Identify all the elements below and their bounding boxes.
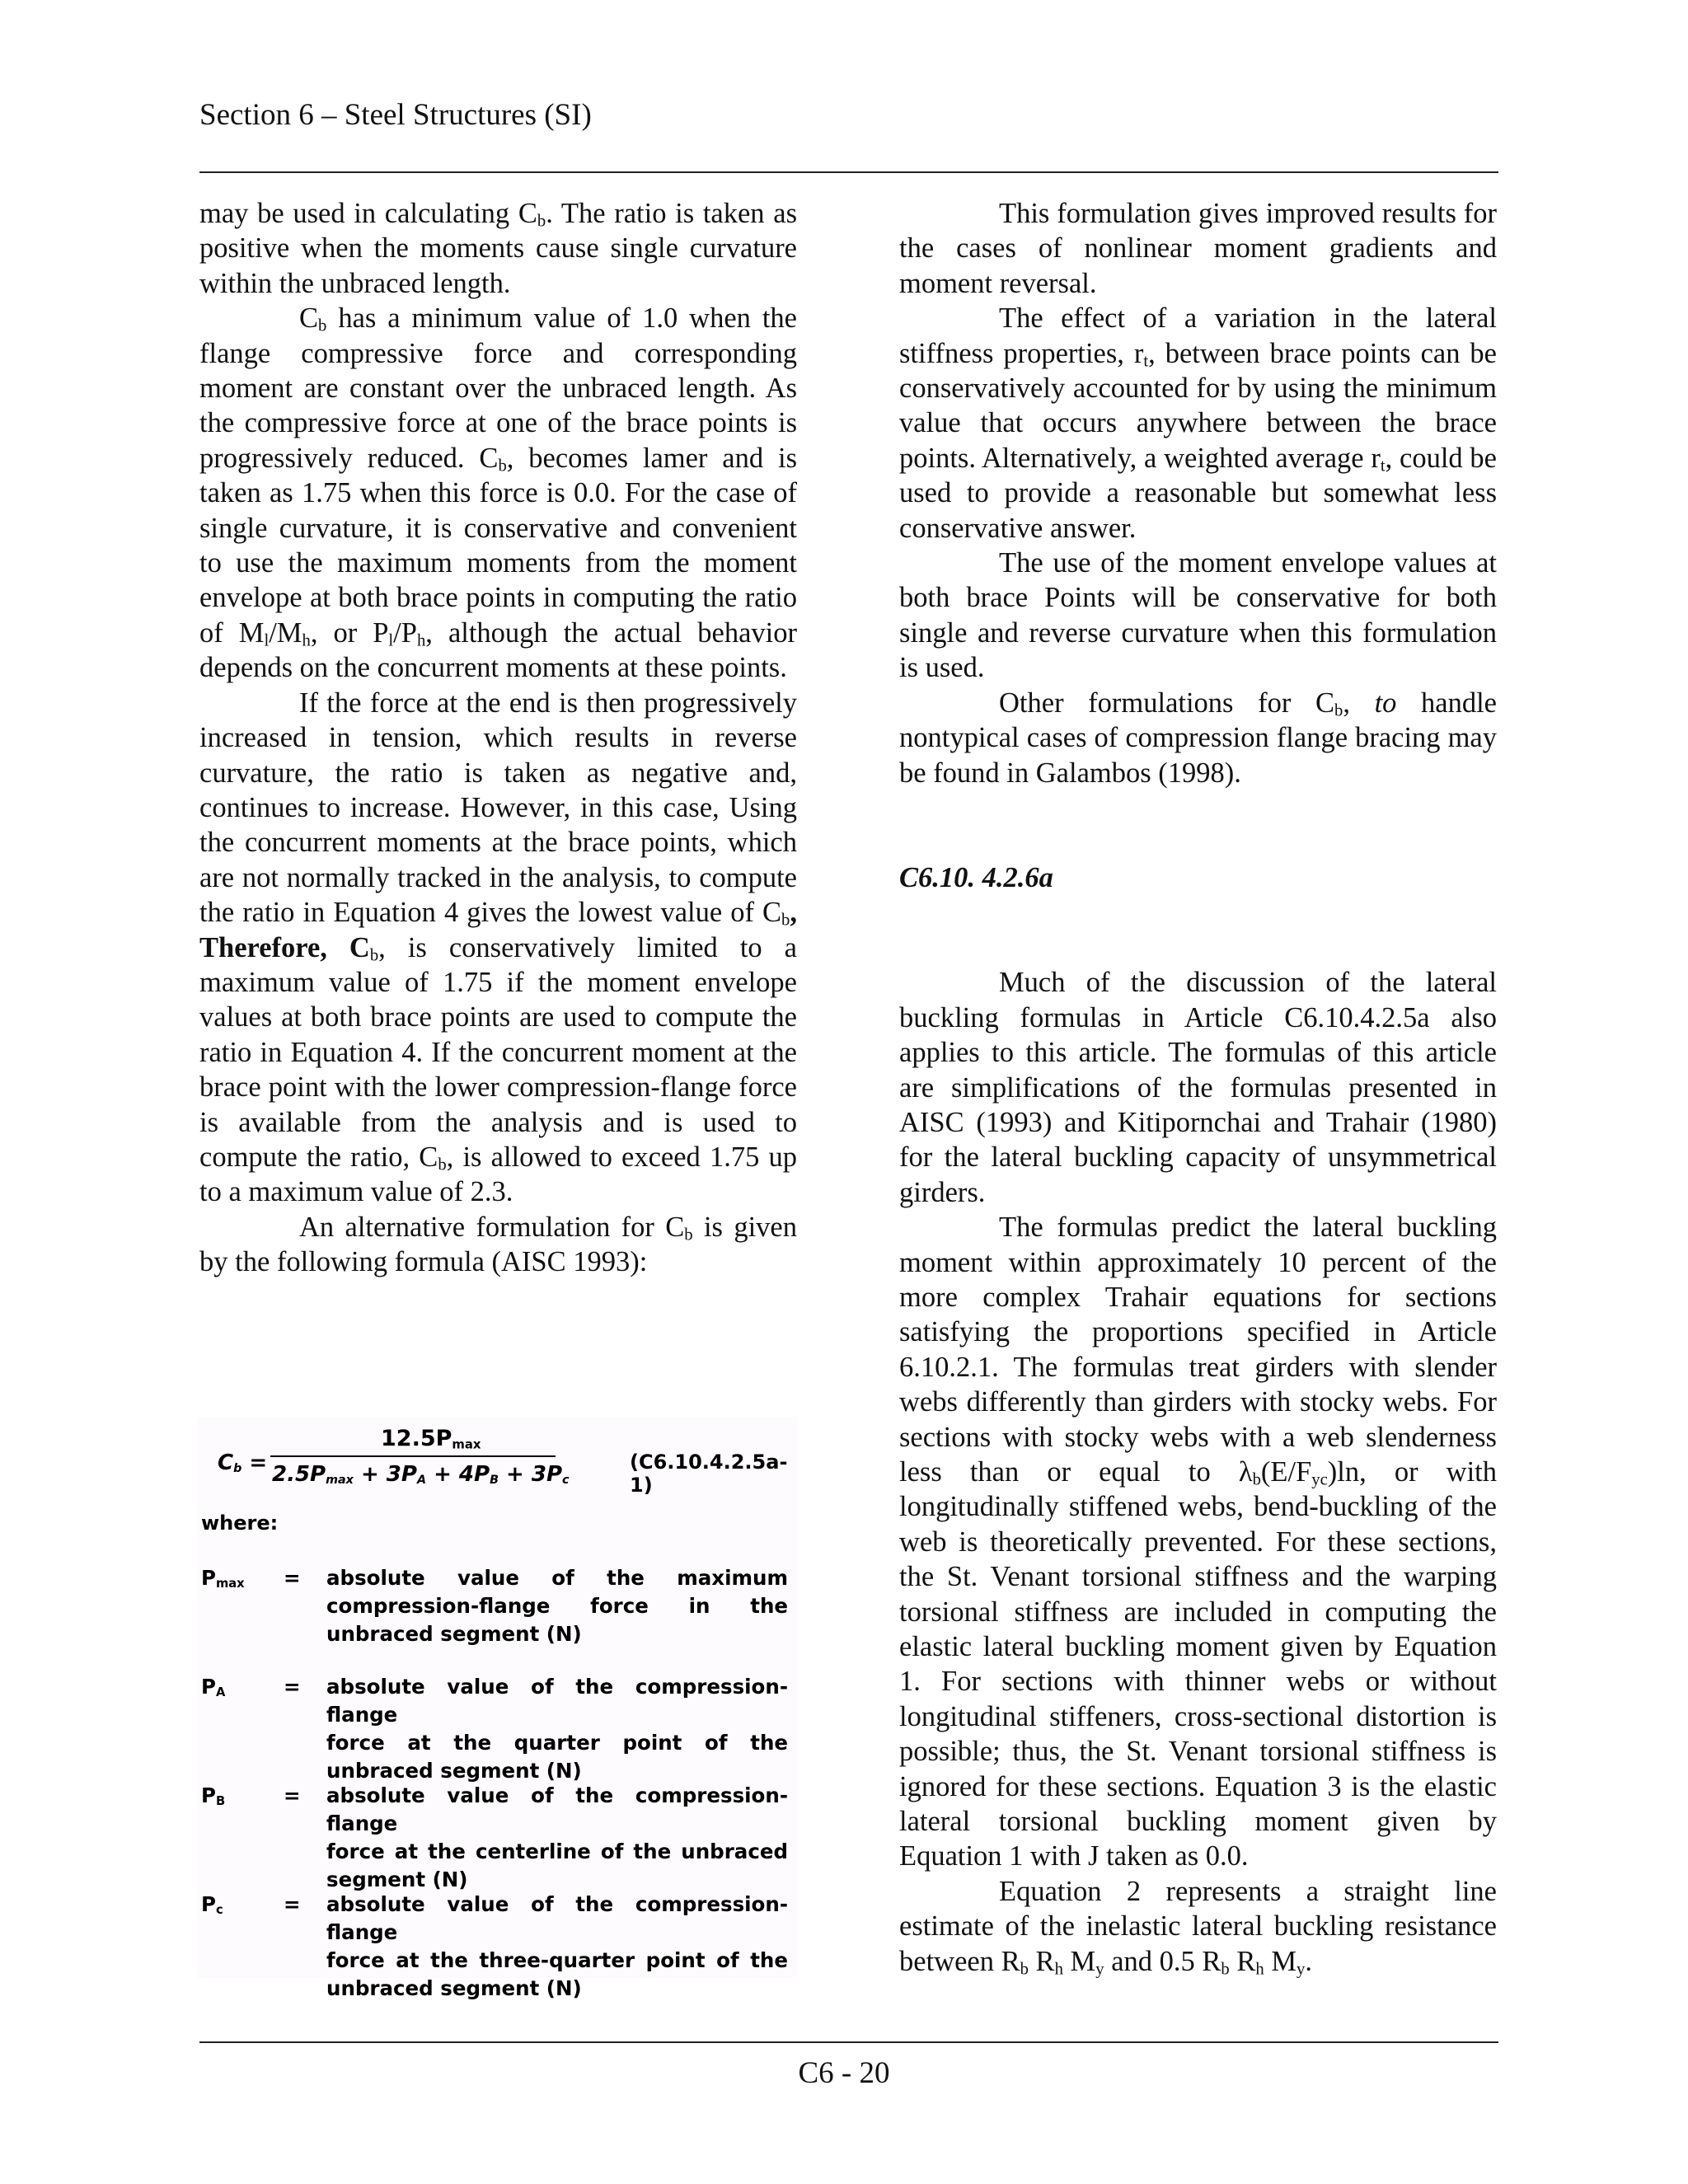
paragraph: This formulation gives improved results for the cases of nonlinear moment gradients and moment reversal. (899, 198, 1497, 299)
section-heading: C6.10. 4.2.6a (899, 861, 1053, 893)
paragraph: Much of the discussion of the lateral buckling formulas in Article C6.10.4.2.5a also applies to this article. The formulas of this article are simplifications of the formulas presented in AISC (1993) and Kitipornchai and Trahair (1980) for the lateral buckling capacity of unsymmetrical girders. (899, 967, 1497, 1208)
paragraph: The formulas predict the lateral buckling moment within approximately 10 percent of the more complex Trahair equations for sections satisfying the proportions specified in Article 6.10.2.1. The formulas treat girders with slender webs differently than girders with stocky webs. For sections with stocky webs with a web slenderness less than or equal to $\lambda_b(E/F_{yc})\ln$, or with longitudinally stiffened webs, bend-buckling of the web is theoretically prevented. For these sections, the St. Venant torsional stiffness and the warping torsional stiffness are included in computing the elastic lateral buckling moment given by Equation 1. For sections with thinner webs or without longitudinal stiffeners, cross-sectional distortion is possible; thus, the St. Venant torsional stiffness is ignored for these sections. Equation 3 is the elastic lateral torsional buckling moment given by Equation 1 with J taken as 0.0. (899, 1212, 1497, 1872)
equation-numerator: $12.5P_{max}$ (381, 1426, 481, 1452)
section-header: Section 6 – Steel Structures (SI) (199, 98, 592, 132)
paragraph: The use of the moment envelope values at both brace Points will be conservative for both single and reverse curvature when this formulation is used. (899, 547, 1497, 684)
definition-pmax: $P_{max}$ = absolute value of the maximum compression-flange force in the unbraced segment (N) (201, 1566, 788, 1646)
equation-lhs: $C_b$ = (218, 1451, 268, 1476)
paragraph: Equation 2 represents a straight line estimate of the inelastic lateral buckling resistance between $R_b$ $R_h$ $M_y$ and 0.5 $R_b$ $R_h$ $M_y$. (899, 1875, 1497, 1979)
equation-cb (218, 1426, 795, 1496)
paragraph: An alternative formulation for $C_b$ is given by the following formula (AISC 1993): (199, 1211, 797, 1278)
paragraph: If the force at the end is then progressively increased in tension, which results in reverse curvature, the ratio is taken as negative and, continues to increase. However, in this case, Using the concurrent moments at the brace points, which are not normally tracked in the analysis, to compute the ratio in Equation 4 gives the lowest value of $C_b$, Therefore, $C_b$, is conservatively limited to a maximum value of 1.75 if the moment envelope values at both brace points are used to compute the ratio in Equation 4. If the concurrent moment at the brace point with the lower compression-flange force is available from the analysis and is used to compute the ratio, $C_b$, is allowed to exceed 1.75 up to a maximum value of 2.3. (199, 687, 797, 1208)
fraction-bar (270, 1455, 556, 1457)
definition-pb: $P_B$ = absolute value of the compression-flange force at the centerline of the unbraced segment (N) (201, 1783, 788, 1891)
formula-image (198, 1418, 798, 2000)
definition-pc: $P_c$ = absolute value of the compression-flange force at the three-quarter point of the unbraced segment (N) (201, 1892, 788, 2000)
paragraph: $C_b$ has a minimum value of 1.0 when the flange compressive force and corresponding moment are constant over the unbraced length. As the compressive force at one of the brace points is progressively reduced. $C_b$, becomes lamer and is taken as 1.75 when this force is 0.0. For the case of single curvature, it is conservative and convenient to use the maximum moments from the moment envelope at both brace points in computing the ratio of $M_l/M_h$, or $P_l/P_h$, although the actual behavior depends on the concurrent moments at these points. (199, 302, 797, 684)
header-rule (199, 171, 1498, 173)
left-column (199, 196, 797, 1280)
equation-number: (C6.10.4.2.5a-1) (630, 1451, 788, 1497)
page-number: C6 - 20 (798, 2056, 890, 2090)
paragraph: may be used in calculating $C_b$. The ratio is taken as positive when the moments cause single curvature within the unbraced length. (199, 198, 797, 299)
definition-pa: $P_A$ = absolute value of the compression-flange force at the quarter point of the unbraced segment (N) (201, 1675, 788, 1783)
paragraph: Other formulations for $C_b$, to handle nontypical cases of compression flange bracing may be found in Galambos (1998). (899, 687, 1497, 789)
footer-rule (199, 2041, 1498, 2043)
where-label: where: (201, 1511, 279, 1535)
paragraph: The effect of a variation in the lateral stiffness properties, $r_t$, between brace points can be conservatively accounted for by using the minimum value that occurs anywhere between the brace points. Alternatively, a weighted average $r_t$, could be used to provide a reasonable but somewhat less conservative answer. (899, 302, 1497, 544)
right-column (899, 196, 1497, 1979)
equation-denominator: $2.5P_{max} + 3P_A + 4P_B + 3P_c$ (272, 1462, 570, 1488)
